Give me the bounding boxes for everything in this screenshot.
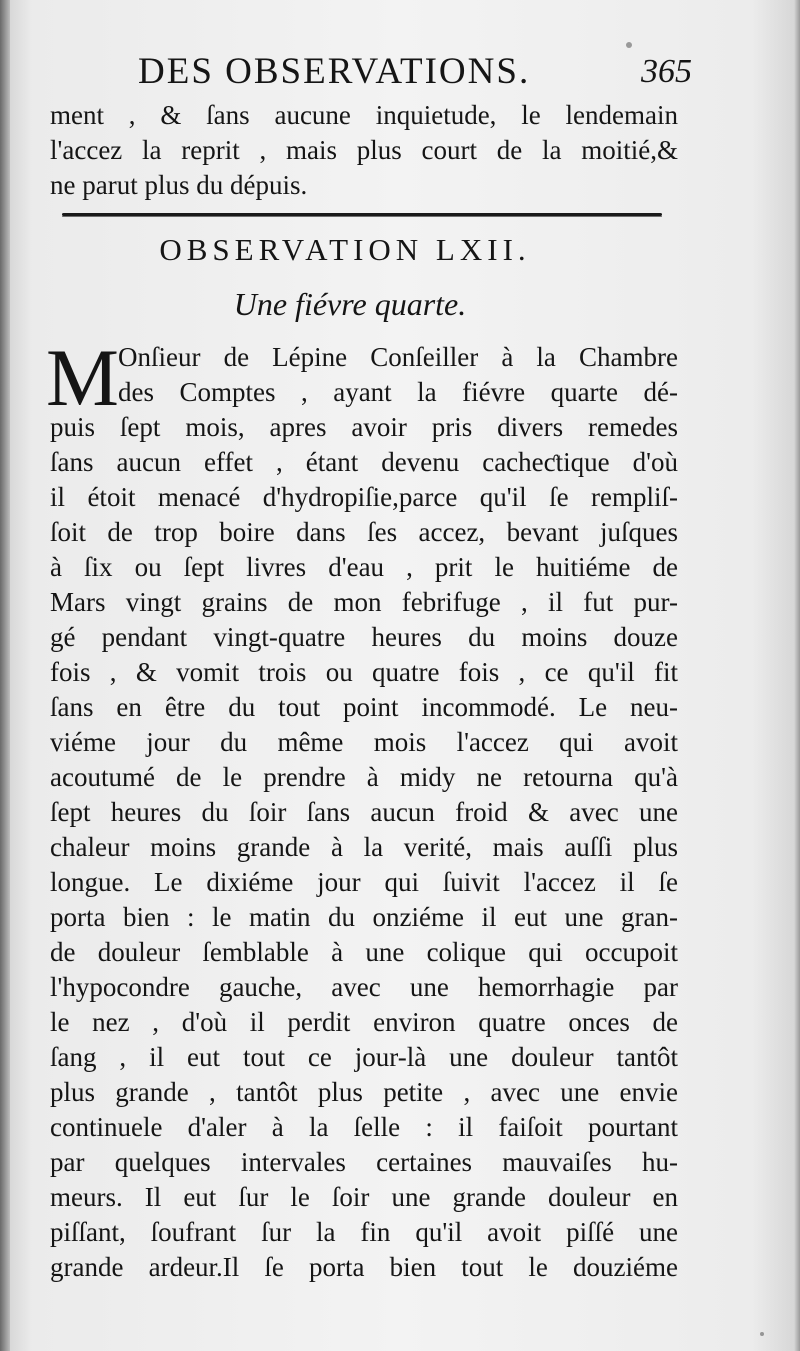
text-line: ment , & ſans aucune inquietude, le lendemain <box>50 100 678 130</box>
text-line: continuele d'aler à la ſelle : il faiſoit pourtant <box>50 1112 678 1142</box>
text-line: de douleur ſemblable à une colique qui occupoit <box>50 937 678 967</box>
text-line: ſans aucun effet , étant devenu cacheƈtique d'où <box>50 447 678 477</box>
observation-heading: OBSERVATION LXII. <box>159 232 531 267</box>
page-number: 365 <box>641 53 692 90</box>
text-line: des Comptes , ayant la fiévre quarte dé- <box>118 377 678 407</box>
text-line: par quelques intervales certaines mauvaiſes hu- <box>50 1147 678 1177</box>
text-line: porta bien : le matin du onziéme il eut une gran- <box>50 902 678 932</box>
text-line: viéme jour du même mois l'accez qui avoit <box>50 727 678 757</box>
text-line: gé pendant vingt-quatre heures du moins douze <box>50 622 678 652</box>
text-line: ſoit de trop boire dans ſes accez, bevant juſques <box>50 517 678 547</box>
text-line: le nez , d'où il perdit environ quatre onces de <box>50 1007 678 1037</box>
text-line: il étoit menacé d'hydropiſie,parce qu'il ſe rempliſ- <box>50 482 678 512</box>
text-line: meurs. Il eut ſur le ſoir une grande douleur en <box>50 1182 678 1212</box>
text-line: ſang , il eut tout ce jour-là une douleur tantôt <box>50 1042 678 1072</box>
text-line: l'accez la reprit , mais plus court de la moitié,& <box>50 135 678 165</box>
divider-rule-shadow <box>62 216 662 217</box>
text-line: piſſant, ſoufrant ſur la fin qu'il avoit piſſé une <box>50 1217 678 1247</box>
text-line: grande ardeur.Il ſe porta bien tout le douziéme <box>50 1252 678 1282</box>
text-line: ſans en être du tout point incommodé. Le neu- <box>50 692 678 722</box>
text-line: acoutumé de le prendre à midy ne retourna qu'à <box>50 762 678 792</box>
observation-body <box>50 340 678 1285</box>
text-line: l'hypocondre gauche, avec une hemorrhagie par <box>50 972 678 1002</box>
text-line: plus grande , tantôt plus petite , avec une envie <box>50 1077 678 1107</box>
text-line: ſept heures du ſoir ſans aucun froid & avec une <box>50 797 678 827</box>
text-line: Onſieur de Lépine Conſeiller à la Chambre <box>118 342 678 372</box>
paper-speck <box>626 42 632 48</box>
text-line: ne parut plus du dépuis. <box>50 170 308 200</box>
text-line: puis ſept mois, apres avoir pris divers remedes <box>50 412 678 442</box>
text-line: Mars vingt grains de mon febrifuge , il fut pur- <box>50 587 678 617</box>
text-line: fois , & vomit trois ou quatre fois , ce qu'il fit <box>50 657 678 687</box>
drop-cap: M <box>46 332 119 423</box>
carry-over-paragraph <box>50 98 678 203</box>
text-line: à ſix ou ſept livres d'eau , prit le huitiéme de <box>50 552 678 582</box>
text-line: chaleur moins grande à la verité, mais auſſi plus <box>50 832 678 862</box>
paper-speck <box>760 1332 764 1336</box>
running-title: DES OBSERVATIONS. <box>138 51 531 92</box>
page-header <box>138 44 692 100</box>
observation-subtitle: Une fiévre quarte. <box>233 286 467 322</box>
text-line: longue. Le dixiéme jour qui ſuivit l'accez il ſe <box>50 867 678 897</box>
section-divider <box>62 212 662 217</box>
